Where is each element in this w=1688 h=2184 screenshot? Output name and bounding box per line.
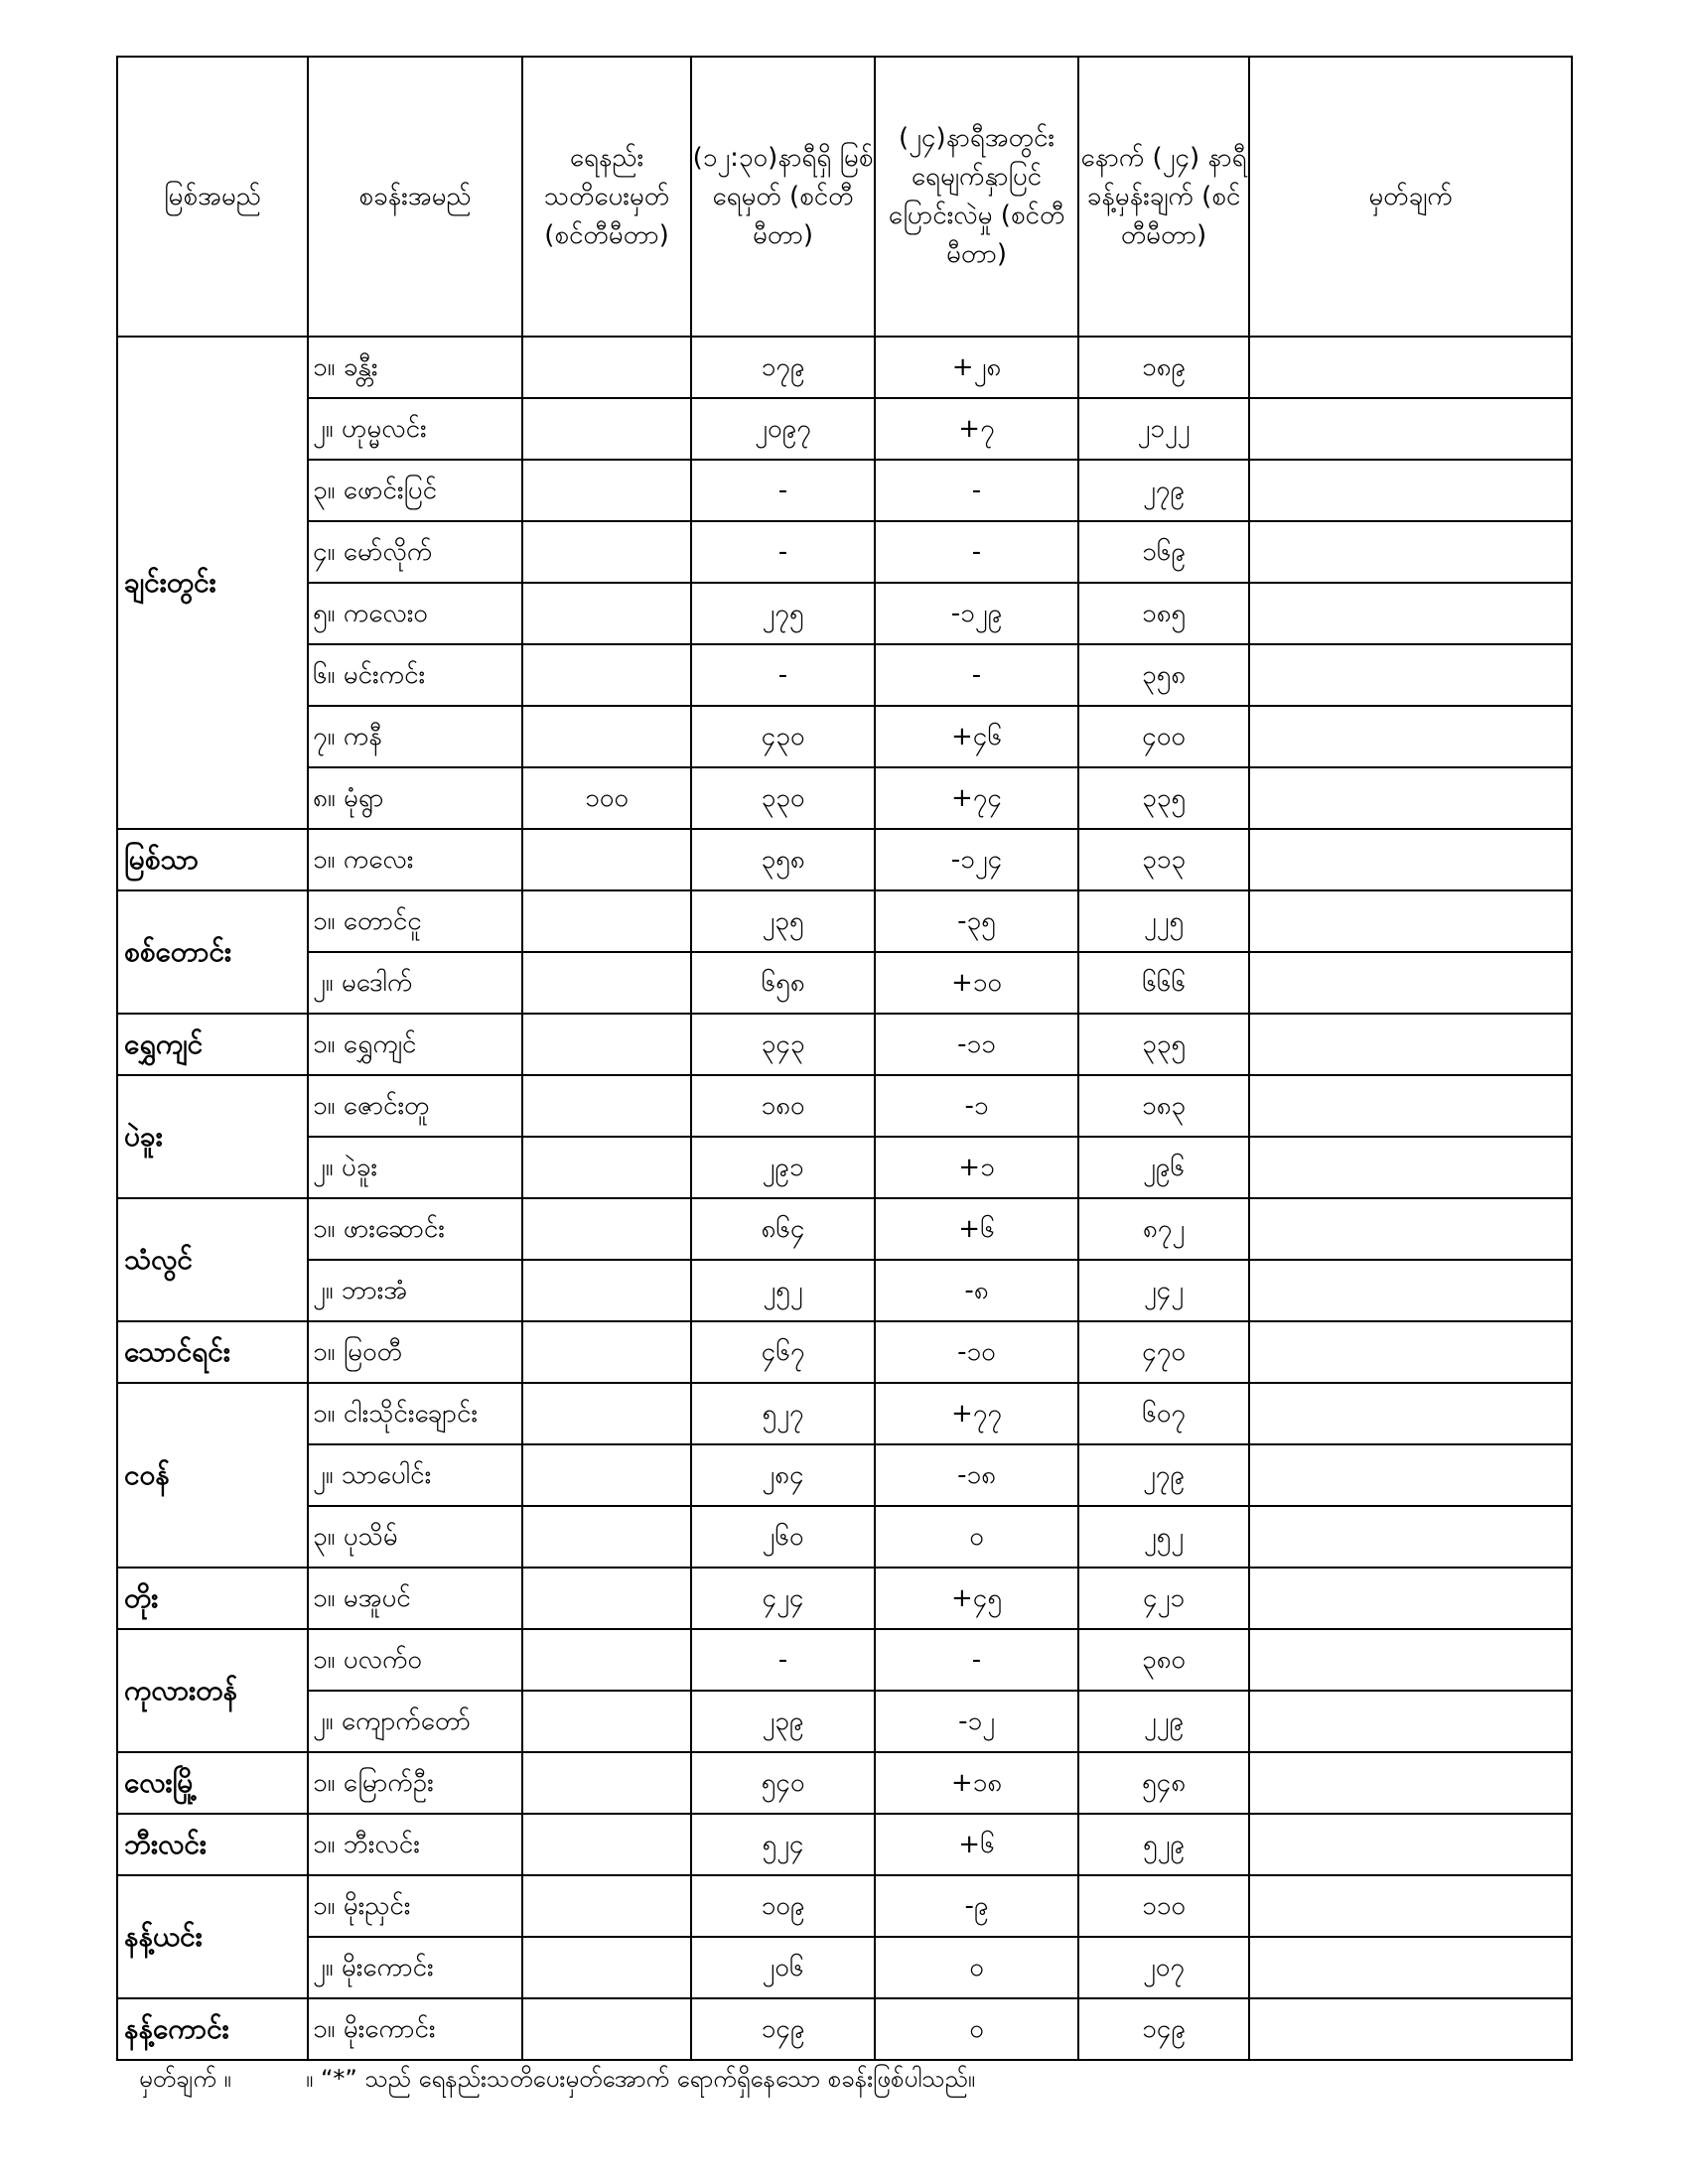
remark-cell: [1249, 1568, 1572, 1629]
table-row: [117, 1137, 1572, 1198]
change-cell: -၁၈: [875, 1444, 1078, 1506]
danger-level-cell: [522, 1568, 691, 1629]
station-cell: ၂။ မိုးကောင်း: [308, 1937, 522, 1998]
current-level-cell: ၁၄၉: [691, 1998, 875, 2060]
river-name-cell: ရွှေကျင်: [117, 1014, 308, 1075]
change-cell: ၀: [875, 1937, 1078, 1998]
station-cell: ၈။ မုံရွာ: [308, 767, 522, 829]
table-row: [117, 1198, 1572, 1260]
station-cell: ၂။ ဘားအံ: [308, 1260, 522, 1321]
change-cell: +၆: [875, 1198, 1078, 1260]
change-cell: -၈: [875, 1260, 1078, 1321]
table-row: [117, 1752, 1572, 1814]
table-row: [117, 1629, 1572, 1691]
forecast-cell: ၁၈၉: [1078, 337, 1249, 398]
river-level-table: [116, 56, 1573, 2061]
forecast-cell: ၃၅၈: [1078, 644, 1249, 706]
table-row: [117, 1691, 1572, 1752]
station-cell: ၁။ မိုးညှင်း: [308, 1875, 522, 1937]
change-cell: -၁၂၉: [875, 583, 1078, 644]
danger-level-cell: [522, 1998, 691, 2060]
river-name-cell: စစ်တောင်း: [117, 890, 308, 1014]
current-level-cell: -: [691, 521, 875, 583]
river-name-cell: ငဝန်: [117, 1383, 308, 1568]
remark-cell: [1249, 1321, 1572, 1383]
forecast-cell: ၆၀၇: [1078, 1383, 1249, 1444]
change-cell: +၇၇: [875, 1383, 1078, 1444]
station-cell: ၂။ သာပေါင်း: [308, 1444, 522, 1506]
current-level-cell: ၄၆၇: [691, 1321, 875, 1383]
forecast-cell: ၆၆၆: [1078, 952, 1249, 1014]
header-station: စခန်းအမည်: [308, 57, 522, 337]
current-level-cell: ၂၇၅: [691, 583, 875, 644]
river-name-cell: ပဲခူး: [117, 1075, 308, 1198]
change-cell: +၇: [875, 398, 1078, 460]
header-river: မြစ်အမည်: [117, 57, 308, 337]
danger-level-cell: [522, 1198, 691, 1260]
remark-cell: [1249, 1752, 1572, 1814]
river-name-cell: မြစ်သာ: [117, 829, 308, 890]
table-row: [117, 1075, 1572, 1137]
change-cell: -၉: [875, 1875, 1078, 1937]
remark-cell: [1249, 1260, 1572, 1321]
station-cell: ၃။ ပုသိမ်: [308, 1506, 522, 1568]
river-name-cell: ချင်းတွင်း: [117, 337, 308, 829]
river-name-cell: သံလွင်: [117, 1198, 308, 1321]
station-cell: ၁။ ကလေး: [308, 829, 522, 890]
current-level-cell: ၂၀၆: [691, 1937, 875, 1998]
current-level-cell: ၁၇၉: [691, 337, 875, 398]
table-row: [117, 644, 1572, 706]
station-cell: ၅။ ကလေးဝ: [308, 583, 522, 644]
danger-level-cell: [522, 398, 691, 460]
remark-cell: [1249, 1198, 1572, 1260]
change-cell: -၁၂၄: [875, 829, 1078, 890]
station-cell: ၁။ တောင်ငူ: [308, 890, 522, 952]
remark-cell: [1249, 1875, 1572, 1937]
remark-cell: [1249, 1629, 1572, 1691]
forecast-cell: ၄၇၀: [1078, 1321, 1249, 1383]
danger-level-cell: [522, 1075, 691, 1137]
station-cell: ၁။ ဘီးလင်း: [308, 1814, 522, 1875]
danger-level-cell: [522, 952, 691, 1014]
change-cell: -: [875, 1629, 1078, 1691]
danger-level-cell: [522, 644, 691, 706]
header-remark: မှတ်ချက်: [1249, 57, 1572, 337]
station-cell: ၂။ မဒေါက်: [308, 952, 522, 1014]
change-cell: -၁၀: [875, 1321, 1078, 1383]
remark-cell: [1249, 521, 1572, 583]
table-row: [117, 1260, 1572, 1321]
danger-level-cell: [522, 706, 691, 767]
change-cell: -၁၂: [875, 1691, 1078, 1752]
remark-cell: [1249, 1444, 1572, 1506]
current-level-cell: ၂၉၁: [691, 1137, 875, 1198]
remark-cell: [1249, 460, 1572, 521]
current-level-cell: ၅၂၄: [691, 1814, 875, 1875]
change-cell: +၄၆: [875, 706, 1078, 767]
table-row: [117, 1998, 1572, 2060]
change-cell: +၂၈: [875, 337, 1078, 398]
remark-cell: [1249, 1075, 1572, 1137]
change-cell: +၇၄: [875, 767, 1078, 829]
current-level-cell: ၃၅၈: [691, 829, 875, 890]
station-cell: ၁။ မိုးကောင်း: [308, 1998, 522, 2060]
danger-level-cell: [522, 1260, 691, 1321]
current-level-cell: -: [691, 1629, 875, 1691]
danger-level-cell: [522, 1444, 691, 1506]
table-row: [117, 890, 1572, 952]
table-row: [117, 398, 1572, 460]
river-name-cell: သောင်ရင်း: [117, 1321, 308, 1383]
river-name-cell: တိုး: [117, 1568, 308, 1629]
station-cell: ၃။ ဖောင်းပြင်: [308, 460, 522, 521]
station-cell: ၁။ ငါးသိုင်းချောင်း: [308, 1383, 522, 1444]
current-level-cell: ၂၀၉၇: [691, 398, 875, 460]
current-level-cell: ၂၆၀: [691, 1506, 875, 1568]
header-danger-level: ရေနည်း သတိပေးမှတ် (စင်တီမီတာ): [522, 57, 691, 337]
remark-cell: [1249, 1383, 1572, 1444]
danger-level-cell: [522, 890, 691, 952]
river-name-cell: ဘီးလင်း: [117, 1814, 308, 1875]
forecast-cell: ၂၇၉: [1078, 460, 1249, 521]
river-name-cell: နန့်ကောင်း: [117, 1998, 308, 2060]
forecast-cell: ၁၄၉: [1078, 1998, 1249, 2060]
forecast-cell: ၁၈၅: [1078, 583, 1249, 644]
forecast-cell: ၈၇၂: [1078, 1198, 1249, 1260]
footnote-text: ။ “*” သည် ရေနည်းသတိပေးမှတ်အောက် ရောက်ရှိနေသော စခန်းဖြစ်ပါသည်။: [306, 2065, 976, 2093]
footnote: [139, 2063, 975, 2099]
forecast-cell: ၂၇၉: [1078, 1444, 1249, 1506]
header-forecast: နောက် (၂၄) နာရီ ခန့်မှန်းချက် (စင်တီမီတာ): [1078, 57, 1249, 337]
forecast-cell: ၄၀၀: [1078, 706, 1249, 767]
remark-cell: [1249, 583, 1572, 644]
danger-level-cell: [522, 1875, 691, 1937]
forecast-cell: ၂၁၂၂: [1078, 398, 1249, 460]
table-row: [117, 583, 1572, 644]
remark-cell: [1249, 706, 1572, 767]
table-row: [117, 521, 1572, 583]
danger-level-cell: [522, 337, 691, 398]
danger-level-cell: [522, 1321, 691, 1383]
forecast-cell: ၂၂၅: [1078, 890, 1249, 952]
station-cell: ၁။ မြောက်ဦး: [308, 1752, 522, 1814]
change-cell: ၀: [875, 1998, 1078, 2060]
change-cell: +၁: [875, 1137, 1078, 1198]
station-cell: ၄။ မော်လိုက်: [308, 521, 522, 583]
change-cell: -: [875, 644, 1078, 706]
forecast-cell: ၂၅၂: [1078, 1506, 1249, 1568]
table-row: [117, 1937, 1572, 1998]
change-cell: +၄၅: [875, 1568, 1078, 1629]
forecast-cell: ၁၈၃: [1078, 1075, 1249, 1137]
current-level-cell: ၃၃၀: [691, 767, 875, 829]
station-cell: ၇။ ကနီ: [308, 706, 522, 767]
table-row: [117, 1014, 1572, 1075]
forecast-cell: ၄၂၁: [1078, 1568, 1249, 1629]
remark-cell: [1249, 952, 1572, 1014]
station-cell: ၂။ ပဲခူး: [308, 1137, 522, 1198]
table-row: [117, 460, 1572, 521]
forecast-cell: ၅၄၈: [1078, 1752, 1249, 1814]
station-cell: ၁။ မြဝတီ: [308, 1321, 522, 1383]
forecast-cell: ၂၂၉: [1078, 1691, 1249, 1752]
current-level-cell: -: [691, 460, 875, 521]
current-level-cell: ၁၈၀: [691, 1075, 875, 1137]
remark-cell: [1249, 767, 1572, 829]
change-cell: ၀: [875, 1506, 1078, 1568]
danger-level-cell: [522, 1137, 691, 1198]
river-name-cell: လေးမြို့: [117, 1752, 308, 1814]
forecast-cell: ၃၃၅: [1078, 767, 1249, 829]
remark-cell: [1249, 398, 1572, 460]
remark-cell: [1249, 644, 1572, 706]
table-row: [117, 1814, 1572, 1875]
forecast-cell: ၂၉၆: [1078, 1137, 1249, 1198]
station-cell: ၂။ ကျောက်တော်: [308, 1691, 522, 1752]
change-cell: +၁၈: [875, 1752, 1078, 1814]
table-row: [117, 706, 1572, 767]
change-cell: +၆: [875, 1814, 1078, 1875]
danger-level-cell: [522, 1937, 691, 1998]
danger-level-cell: ၁၀၀: [522, 767, 691, 829]
river-name-cell: နန့်ယင်း: [117, 1875, 308, 1998]
header-current-level: (၁၂:၃၀)နာရီရှိ မြစ်ရေမှတ် (စင်တီမီတာ): [691, 57, 875, 337]
current-level-cell: ၂၈၄: [691, 1444, 875, 1506]
footnote-label: မှတ်ချက် ။: [139, 2065, 231, 2093]
table-row: [117, 767, 1572, 829]
change-cell: +၁၀: [875, 952, 1078, 1014]
station-cell: ၂။ ဟုမ္မလင်း: [308, 398, 522, 460]
danger-level-cell: [522, 1691, 691, 1752]
danger-level-cell: [522, 1383, 691, 1444]
danger-level-cell: [522, 1752, 691, 1814]
change-cell: -၃၅: [875, 890, 1078, 952]
remark-cell: [1249, 1691, 1572, 1752]
table-row: [117, 829, 1572, 890]
forecast-cell: ၂၄၂: [1078, 1260, 1249, 1321]
remark-cell: [1249, 829, 1572, 890]
current-level-cell: ၈၆၄: [691, 1198, 875, 1260]
table-row: [117, 337, 1572, 398]
forecast-cell: ၂၀၇: [1078, 1937, 1249, 1998]
danger-level-cell: [522, 1506, 691, 1568]
danger-level-cell: [522, 583, 691, 644]
station-cell: ၁။ ဖားဆောင်း: [308, 1198, 522, 1260]
table-row: [117, 1506, 1572, 1568]
river-name-cell: ကုလားတန်: [117, 1629, 308, 1752]
current-level-cell: ၂၃၉: [691, 1691, 875, 1752]
station-cell: ၁။ မအူပင်: [308, 1568, 522, 1629]
remark-cell: [1249, 890, 1572, 952]
forecast-cell: ၃၈၀: [1078, 1629, 1249, 1691]
station-cell: ၁။ ရွှေကျင်: [308, 1014, 522, 1075]
station-cell: ၁။ ဇောင်းတူ: [308, 1075, 522, 1137]
forecast-cell: ၁၁၀: [1078, 1875, 1249, 1937]
danger-level-cell: [522, 460, 691, 521]
current-level-cell: ၂၃၅: [691, 890, 875, 952]
current-level-cell: -: [691, 644, 875, 706]
danger-level-cell: [522, 521, 691, 583]
change-cell: -: [875, 521, 1078, 583]
remark-cell: [1249, 1937, 1572, 1998]
danger-level-cell: [522, 829, 691, 890]
forecast-cell: ၃၁၃: [1078, 829, 1249, 890]
header-row: [117, 57, 1572, 337]
current-level-cell: ၅၄၀: [691, 1752, 875, 1814]
change-cell: -၁: [875, 1075, 1078, 1137]
danger-level-cell: [522, 1814, 691, 1875]
remark-cell: [1249, 1814, 1572, 1875]
danger-level-cell: [522, 1014, 691, 1075]
table-row: [117, 1875, 1572, 1937]
current-level-cell: ၅၂၇: [691, 1383, 875, 1444]
table-row: [117, 1444, 1572, 1506]
change-cell: -၁၁: [875, 1014, 1078, 1075]
station-cell: ၁။ ပလက်ဝ: [308, 1629, 522, 1691]
forecast-cell: ၅၂၉: [1078, 1814, 1249, 1875]
table-row: [117, 1321, 1572, 1383]
header-change: (၂၄)နာရီအတွင်း ရေမျက်နှာပြင် ပြောင်းလဲမှု (စင်တီမီတာ): [875, 57, 1078, 337]
current-level-cell: ၁၀၉: [691, 1875, 875, 1937]
station-cell: ၆။ မင်းကင်း: [308, 644, 522, 706]
danger-level-cell: [522, 1629, 691, 1691]
current-level-cell: ၄၂၄: [691, 1568, 875, 1629]
forecast-cell: ၃၃၅: [1078, 1014, 1249, 1075]
current-level-cell: ၄၃၀: [691, 706, 875, 767]
table-row: [117, 1383, 1572, 1444]
station-cell: ၁။ ခန္တီး: [308, 337, 522, 398]
remark-cell: [1249, 337, 1572, 398]
remark-cell: [1249, 1014, 1572, 1075]
current-level-cell: ၃၄၃: [691, 1014, 875, 1075]
current-level-cell: ၆၅၈: [691, 952, 875, 1014]
table-row: [117, 952, 1572, 1014]
remark-cell: [1249, 1998, 1572, 2060]
remark-cell: [1249, 1506, 1572, 1568]
change-cell: -: [875, 460, 1078, 521]
forecast-cell: ၁၆၉: [1078, 521, 1249, 583]
current-level-cell: ၂၅၂: [691, 1260, 875, 1321]
table-row: [117, 1568, 1572, 1629]
remark-cell: [1249, 1137, 1572, 1198]
table-body: [117, 337, 1572, 2060]
